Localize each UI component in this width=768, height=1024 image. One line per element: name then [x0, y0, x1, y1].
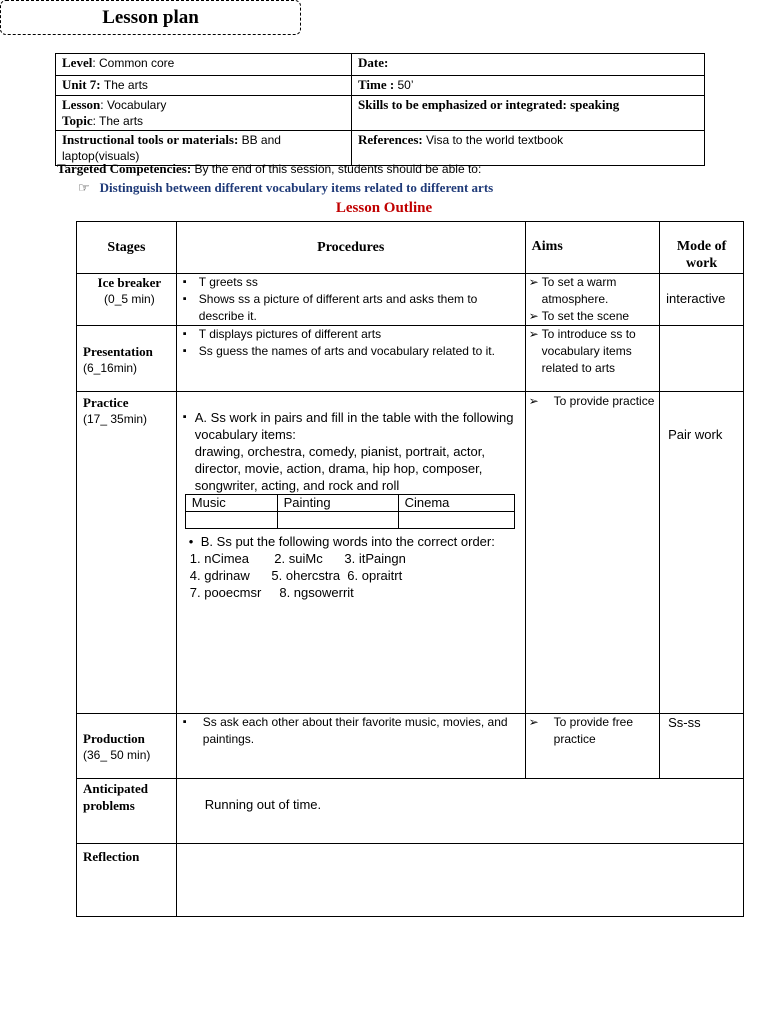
column-mode: Mode of work	[660, 222, 744, 274]
aims-ice-breaker	[525, 274, 659, 326]
objective: ☞ Distinguish between different vocabulary items related to different arts	[78, 180, 494, 195]
hand-pointer-icon: ☞	[78, 180, 90, 195]
aims-production	[525, 714, 659, 779]
page-title: Lesson plan	[0, 0, 301, 35]
list-item: ▪ T displays pictures of different arts	[177, 326, 525, 343]
outline-title: Lesson Outline	[335, 200, 433, 216]
list-item: ➢ To set the scene	[526, 308, 659, 325]
scrambled-row: 1. nCimea 2. suiMc 3. itPaingn	[189, 551, 406, 566]
bullet-icon: •	[188, 534, 194, 549]
table-cell	[277, 512, 398, 529]
list-item: ➢ To set a warm atmosphere.	[526, 274, 659, 308]
anticipated-problems-text: Running out of time.	[176, 779, 743, 844]
procedures-presentation	[176, 326, 525, 392]
stage-practice: Practice (17_ 35min)	[77, 392, 177, 714]
column-aims: Aims	[525, 222, 659, 274]
list-item: ➢ To provide free practice	[526, 714, 659, 748]
tools-cell: Instructional tools or materials: BB and laptop(visuals)	[56, 131, 352, 166]
mode-presentation	[660, 326, 744, 392]
reflection-text	[176, 844, 743, 917]
level-cell: Level: Common core	[56, 54, 352, 76]
lesson-outline-table	[76, 221, 744, 917]
skills-cell: Skills to be emphasized or integrated: speaking	[352, 96, 705, 131]
stage-presentation: Presentation (6_16min)	[77, 326, 177, 392]
list-item: ▪ Ss ask each other about their favorite music, movies, and paintings.	[177, 714, 525, 748]
stage-ice-breaker: Ice breaker (0_5 min)	[77, 274, 177, 326]
lesson-topic-cell: Lesson: Vocabulary Topic: The arts	[56, 96, 352, 131]
list-item: ➢ To provide practice	[526, 393, 659, 410]
time-cell: Time : 50’	[352, 76, 705, 96]
stage-anticipated-problems: Anticipated problems	[77, 779, 177, 844]
table-cell	[185, 512, 277, 529]
scrambled-row: 7. pooecmsr 8. ngsowerrit	[189, 585, 354, 600]
arts-fill-table	[185, 494, 515, 529]
stage-reflection: Reflection	[77, 844, 177, 917]
mode-practice: Pair work	[660, 392, 744, 714]
table-header-painting: Painting	[277, 495, 398, 512]
date-cell: Date:	[352, 54, 705, 76]
mode-production: Ss-ss	[660, 714, 744, 779]
aims-presentation	[525, 326, 659, 392]
table-cell	[398, 512, 514, 529]
references-cell: References: Visa to the world textbook	[352, 131, 705, 166]
stage-production: Production (36_ 50 min)	[77, 714, 177, 779]
unit-cell: Unit 7: The arts	[56, 76, 352, 96]
list-item: ➢ To introduce ss to vocabulary items related to arts	[526, 326, 659, 377]
task-a: ▪ A. Ss work in pairs and fill in the table with the following vocabulary items:	[177, 409, 525, 443]
procedures-practice	[176, 392, 525, 714]
scrambled-row: 4. gdrinaw 5. ohercstra 6. opraitrt	[189, 568, 403, 583]
table-header-cinema: Cinema	[398, 495, 514, 512]
table-header-music: Music	[185, 495, 277, 512]
procedures-production	[176, 714, 525, 779]
mode-ice-breaker: interactive	[660, 274, 744, 326]
task-b: • B. Ss put the following words into the correct order:	[188, 534, 495, 549]
list-item: ▪ Shows ss a picture of different arts and asks them to describe it.	[177, 291, 525, 325]
vocabulary-list: drawing, orchestra, comedy, pianist, portrait, actor, director, movie, action, drama, hip hop, composer, songwriter, acting, and rock and roll	[194, 444, 485, 493]
column-stages: Stages	[77, 222, 177, 274]
procedures-ice-breaker	[176, 274, 525, 326]
lesson-info-table	[55, 53, 705, 166]
aims-practice	[525, 392, 659, 714]
column-procedures: Procedures	[176, 222, 525, 274]
list-item: ▪ Ss guess the names of arts and vocabulary related to it.	[177, 343, 525, 360]
targeted-competencies: Targeted Competencies: By the end of this session, students should be able to:	[57, 161, 482, 176]
list-item: ▪ T greets ss	[177, 274, 525, 291]
